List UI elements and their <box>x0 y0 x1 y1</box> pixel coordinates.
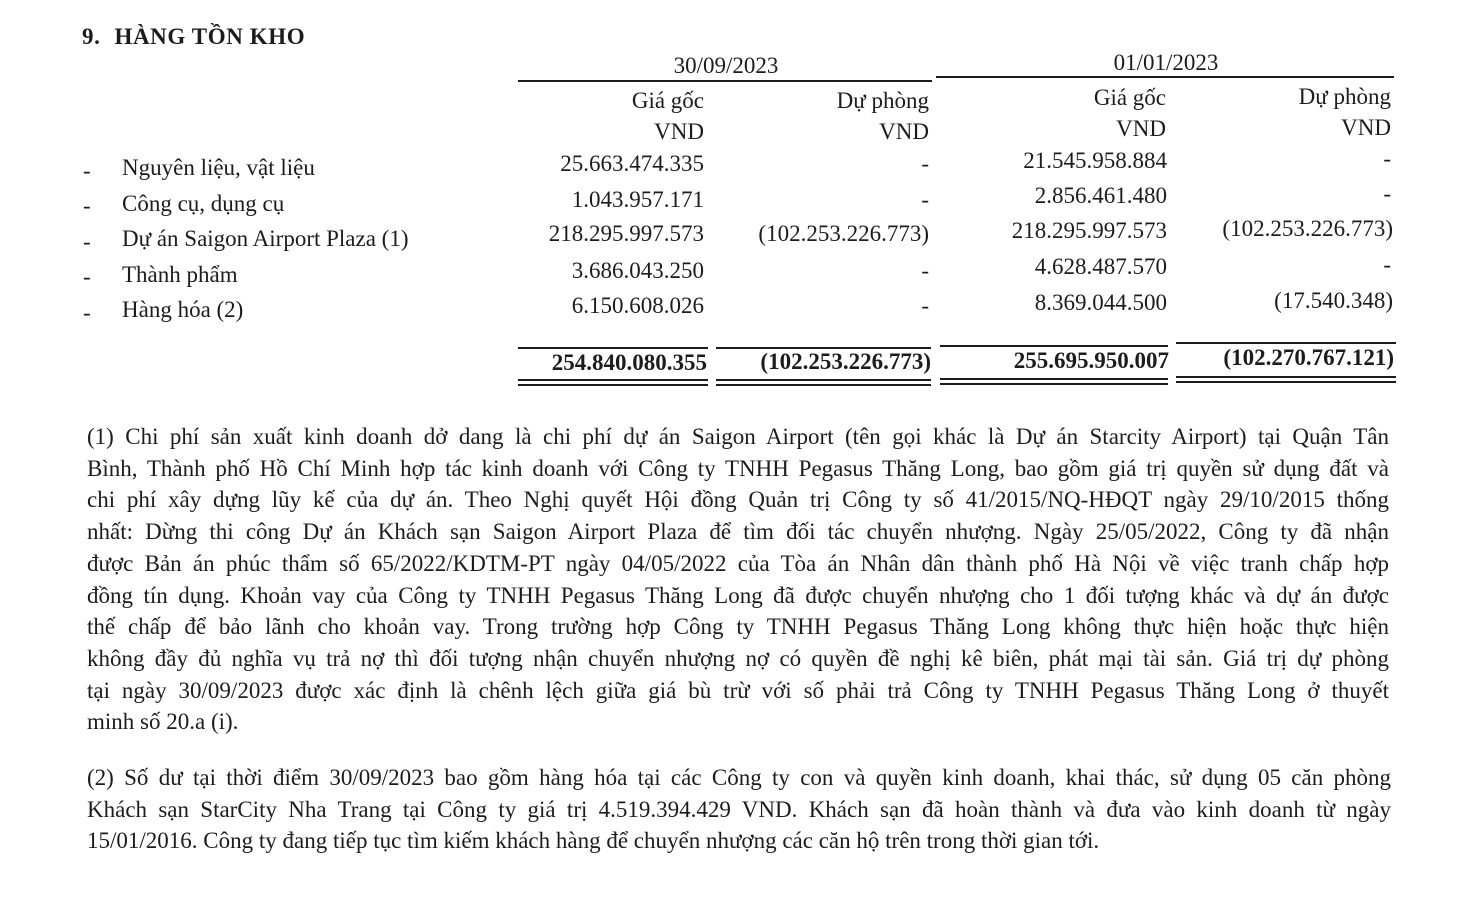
column-header-unit: VND <box>1341 115 1391 140</box>
column-header-cost-opening <box>1094 82 1166 144</box>
section-number: 9. <box>82 24 101 49</box>
period-rule-current <box>518 80 932 82</box>
table-cell: 21.545.958.884 <box>1023 148 1167 173</box>
total-underline <box>716 379 931 381</box>
table-cell: 218.295.997.573 <box>548 221 704 246</box>
column-header-provision-current <box>837 85 929 147</box>
table-cell: - <box>921 293 929 318</box>
note-line: 15/01/2016. Công ty đang tiếp tục tìm kiếm khách hàng để chuyển nhượng các căn hộ trên trong thời gian tới. <box>87 828 1100 854</box>
column-header-cost-current <box>632 85 704 147</box>
table-cell: - <box>921 151 929 176</box>
column-header-line: Giá gốc <box>631 88 704 113</box>
table-cell: (102.253.226.773) <box>758 221 929 246</box>
table-cell: (17.540.348) <box>1274 288 1393 313</box>
total-underline <box>940 383 1168 385</box>
table-cell: (102.253.226.773) <box>1222 216 1393 241</box>
note-2 <box>87 762 1391 857</box>
note-line: Khách sạn StarCity Nha Trang tại Công ty giá trị 4.519.394.429 VND. Khách sạn đã hoàn thành và đưa vào kinh doanh từ ngày <box>87 796 1391 822</box>
row-label-project: Dự án Saigon Airport Plaza (1) <box>122 226 409 251</box>
column-header-line: Dự phòng <box>836 88 929 113</box>
table-cell: 3.686.043.250 <box>571 258 704 283</box>
column-header-line: Dự phòng <box>1298 84 1391 109</box>
note-line: Bình, Thành phố Hồ Chí Minh hợp tác kinh doanh với Công ty TNHH Pegasus Thăng Long, bao gồm giá trị quyền sử dụng đất và <box>87 455 1389 481</box>
table-cell: 4.628.487.570 <box>1034 254 1167 279</box>
row-label-finished-goods: Thành phẩm <box>122 262 238 287</box>
total-provision-current: (102.253.226.773) <box>760 349 931 374</box>
table-cell: - <box>1383 146 1391 171</box>
table-cell: - <box>1383 181 1391 206</box>
period-header-current: 30/09/2023 <box>673 53 779 78</box>
total-rule-top <box>1176 342 1396 344</box>
section-title: HÀNG TỒN KHO <box>114 24 306 49</box>
note-line: được Bản án phúc thẩm số 65/2022/KDTM-PT ngày 04/05/2022 của Tòa án Nhân dân thành phố Hà Nội về việc tranh chấp hợp <box>87 550 1389 576</box>
table-cell: 6.150.608.026 <box>571 293 704 318</box>
table-cell: 2.856.461.480 <box>1034 183 1167 208</box>
row-bullet: - <box>83 264 91 289</box>
row-label-merchandise: Hàng hóa (2) <box>122 297 244 322</box>
table-cell: 8.369.044.500 <box>1034 290 1167 315</box>
total-underline <box>1176 381 1396 383</box>
period-header-opening: 01/01/2023 <box>1113 50 1219 75</box>
table-cell: - <box>921 187 929 212</box>
total-provision-opening: (102.270.767.121) <box>1223 345 1394 370</box>
total-underline <box>518 384 708 386</box>
column-header-line: Giá gốc <box>1093 85 1166 110</box>
note-line: nhất: Dừng thi công Dự án Khách sạn Saigon Airport Plaza để tìm đối tác chuyển nhượng. Ngày 25/05/2022, Công ty đã nhận <box>87 519 1389 545</box>
total-rule-top <box>940 345 1168 347</box>
total-rule-top <box>518 347 708 349</box>
row-label-raw-materials: Nguyên liệu, vật liệu <box>122 155 315 180</box>
table-cell: 1.043.957.171 <box>571 187 704 212</box>
note-line: không đầy đủ nghĩa vụ trả nợ thì đối tượng nhận chuyển nhượng nợ có quyền đề nghị kê biên, phát mại tài sản. Giá trị dự phòng <box>87 645 1389 671</box>
table-cell: - <box>1383 252 1391 277</box>
note-line: đồng tín dụng. Khoản vay của Công ty TNHH Pegasus Thăng Long đã được chuyển nhượng cho 1 đối tượng khác và dự án được <box>87 582 1389 608</box>
row-bullet: - <box>83 300 91 325</box>
column-header-provision-opening <box>1299 81 1391 143</box>
column-header-unit: VND <box>1116 116 1166 141</box>
note-line: tại ngày 30/09/2023 được xác định là chênh lệch giữa giá bù trừ với số phải trả Công ty TNHH Pegasus Thăng Long ở thuyết <box>87 677 1389 703</box>
row-bullet: - <box>83 193 91 218</box>
total-underline <box>518 379 708 381</box>
table-cell: 218.295.997.573 <box>1011 218 1167 243</box>
note-line: minh số 20.a (i). <box>87 709 239 735</box>
column-header-unit: VND <box>879 119 929 144</box>
note-line: (1) Chi phí sản xuất kinh doanh dở dang là chi phí dự án Saigon Airport (tên gọi khác là Dự án Starcity Airport) tại Quận Tân <box>87 424 1389 449</box>
total-underline <box>940 378 1168 380</box>
note-line: (2) Số dư tại thời điểm 30/09/2023 bao gồm hàng hóa tại các Công ty con và quyền kinh doanh, khai thác, sử dụng 05 căn phòng <box>87 765 1391 790</box>
table-cell: 25.663.474.335 <box>560 151 704 176</box>
row-bullet: - <box>83 158 91 183</box>
total-underline <box>1176 376 1396 378</box>
note-1 <box>87 421 1389 738</box>
total-underline <box>716 384 931 386</box>
row-label-tools: Công cụ, dụng cụ <box>122 191 285 216</box>
total-cost-opening: 255.695.950.007 <box>1013 348 1169 373</box>
note-line: thế chấp để bảo lãnh cho khoản vay. Trong trường hợp Công ty TNHH Pegasus Thăng Long không thực hiện hoặc thực hiện <box>87 614 1389 640</box>
note-line: chi phí xây dựng lũy kế của dự án. Theo Nghị quyết Hội đồng Quản trị Công ty số 41/2015/NQ-HĐQT ngày 29/10/2015 thống <box>87 487 1389 513</box>
inventory-table <box>0 0 1482 400</box>
table-cell: - <box>921 258 929 283</box>
row-bullet: - <box>83 229 91 254</box>
total-cost-current: 254.840.080.355 <box>551 350 707 375</box>
period-rule-opening <box>936 76 1394 78</box>
column-header-unit: VND <box>654 119 704 144</box>
